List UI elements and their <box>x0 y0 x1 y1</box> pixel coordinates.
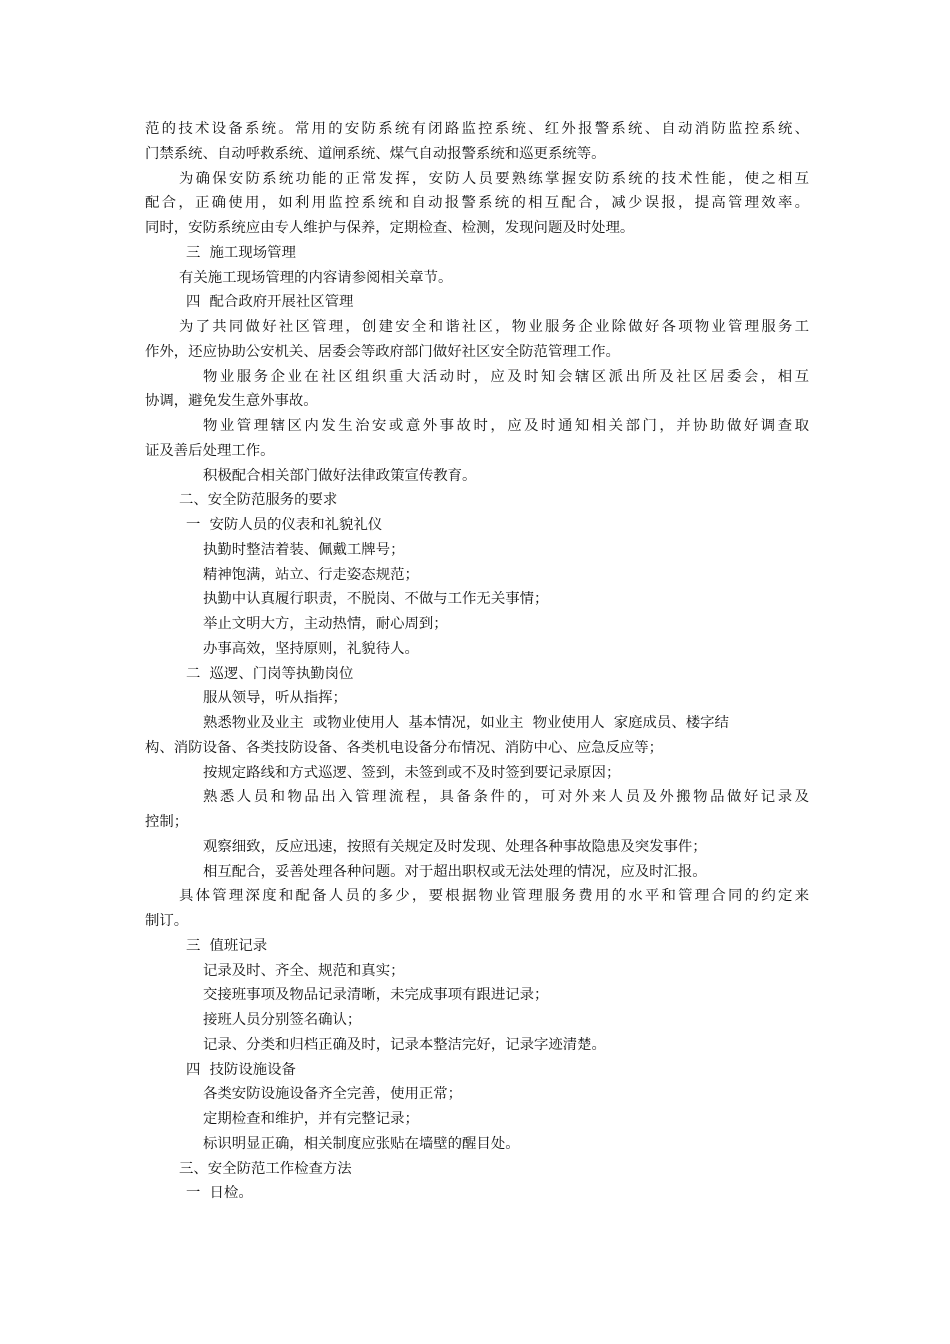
text-line: 熟悉物业及业主 或物业使用人 基本情况，如业主 物业使用人 家庭成员、楼字结 <box>203 715 729 731</box>
text-line: 作外，还应协助公安机关、居委会等政府部门做好社区安全防范管理工作。 <box>145 343 620 360</box>
text-line: 一 日检。 <box>186 1185 253 1202</box>
text-line: 观察细致，反应迅速，按照有关规定及时发现、处理各种事故隐患及突发事件； <box>203 838 707 855</box>
text-line: 同时，安防系统应由专人维护与保养，定期检查、检测，发现问题及时处理。 <box>145 220 635 236</box>
text-line: 按规定路线和方式巡逻、签到，未签到或不及时签到要记录原因； <box>203 764 621 781</box>
text-line: 相互配合，妥善处理各种问题。对于超出职权或无法处理的情况，应及时汇报。 <box>203 863 707 880</box>
text-line: 物业管理辖区内发生治安或意外事故时，应及时通知相关部门，并协助做好调查取 <box>203 418 809 434</box>
text-line: 执勤时整洁着装、佩戴工牌号； <box>203 541 405 558</box>
text-line: 三、安全防范工作检查方法 <box>179 1160 352 1177</box>
text-line: 三 施工现场管理 <box>186 244 296 261</box>
text-line: 二、安全防范服务的要求 <box>179 492 338 509</box>
text-line: 有关施工现场管理的内容请参阅相关章节。 <box>179 269 453 286</box>
text-line: 熟悉人员和物品出入管理流程，具备条件的，可对外来人员及外搬物品做好记录及 <box>203 789 809 806</box>
text-line: 三 值班记录 <box>186 937 268 954</box>
text-line: 具体管理深度和配备人员的多少，要根据物业管理服务费用的水平和管理合同的约定来 <box>179 888 809 905</box>
text-line: 交接班事项及物品记录清晰，未完成事项有跟进记录； <box>203 987 549 1004</box>
document-body <box>145 117 809 1206</box>
text-line: 二 巡逻、门岗等执勤岗位 <box>186 665 354 682</box>
text-line: 记录、分类和归档正确及时，记录本整洁完好，记录字迹清楚。 <box>203 1036 606 1053</box>
text-line: 制订。 <box>145 913 189 929</box>
text-line: 门禁系统、自动呼救系统、道闸系统、煤气自动报警系统和巡更系统等。 <box>145 145 606 162</box>
text-line: 接班人员分别签名确认； <box>203 1012 362 1028</box>
text-line: 执勤中认真履行职责，不脱岗、不做与工作无关事情； <box>203 591 549 608</box>
text-line: 四 配合政府开展社区管理 <box>186 294 354 311</box>
text-line: 协调，避免发生意外事故。 <box>145 393 318 410</box>
text-line: 为确保安防系统功能的正常发挥，安防人员要熟练掌握安防系统的技术性能，使之相互 <box>179 170 809 187</box>
text-line: 精神饱满，站立、行走姿态规范； <box>203 566 419 583</box>
text-line: 物业服务企业在社区组织重大活动时，应及时知会辖区派出所及社区居委会，相互 <box>203 368 809 385</box>
text-line: 各类安防设施设备齐全完善，使用正常； <box>203 1086 463 1103</box>
text-line: 构、消防设备、各类技防设备、各类机电设备分布情况、消防中心、应急反应等； <box>145 739 664 756</box>
text-line: 记录及时、齐全、规范和真实； <box>203 962 405 979</box>
text-line: 服从领导，听从指挥； <box>203 690 347 707</box>
text-line: 为了共同做好社区管理，创建安全和谐社区，物业服务企业除做好各项物业管理服务工 <box>179 319 809 335</box>
text-line: 证及善后处理工作。 <box>145 442 275 459</box>
text-line: 定期检查和维护，并有完整记录； <box>203 1111 419 1127</box>
text-line: 配合，正确使用，如利用监控系统和自动报警系统的相互配合，减少误报，提高管理效率。 <box>145 195 809 212</box>
text-line: 控制； <box>145 814 189 830</box>
text-line: 办事高效，坚持原则，礼貌待人。 <box>203 640 419 657</box>
text-line: 积极配合相关部门做好法律政策宣传教育。 <box>203 467 477 484</box>
text-line: 四 技防设施设备 <box>186 1061 296 1078</box>
text-line: 标识明显正确，相关制度应张贴在墙壁的醒目处。 <box>203 1135 520 1152</box>
text-line: 一 安防人员的仪表和礼貌礼仪 <box>186 517 383 533</box>
text-line: 举止文明大方，主动热情，耐心周到； <box>203 616 448 632</box>
text-line: 范的技术设备系统。常用的安防系统有闭路监控系统、红外报警系统、自动消防监控系统、 <box>145 121 809 137</box>
